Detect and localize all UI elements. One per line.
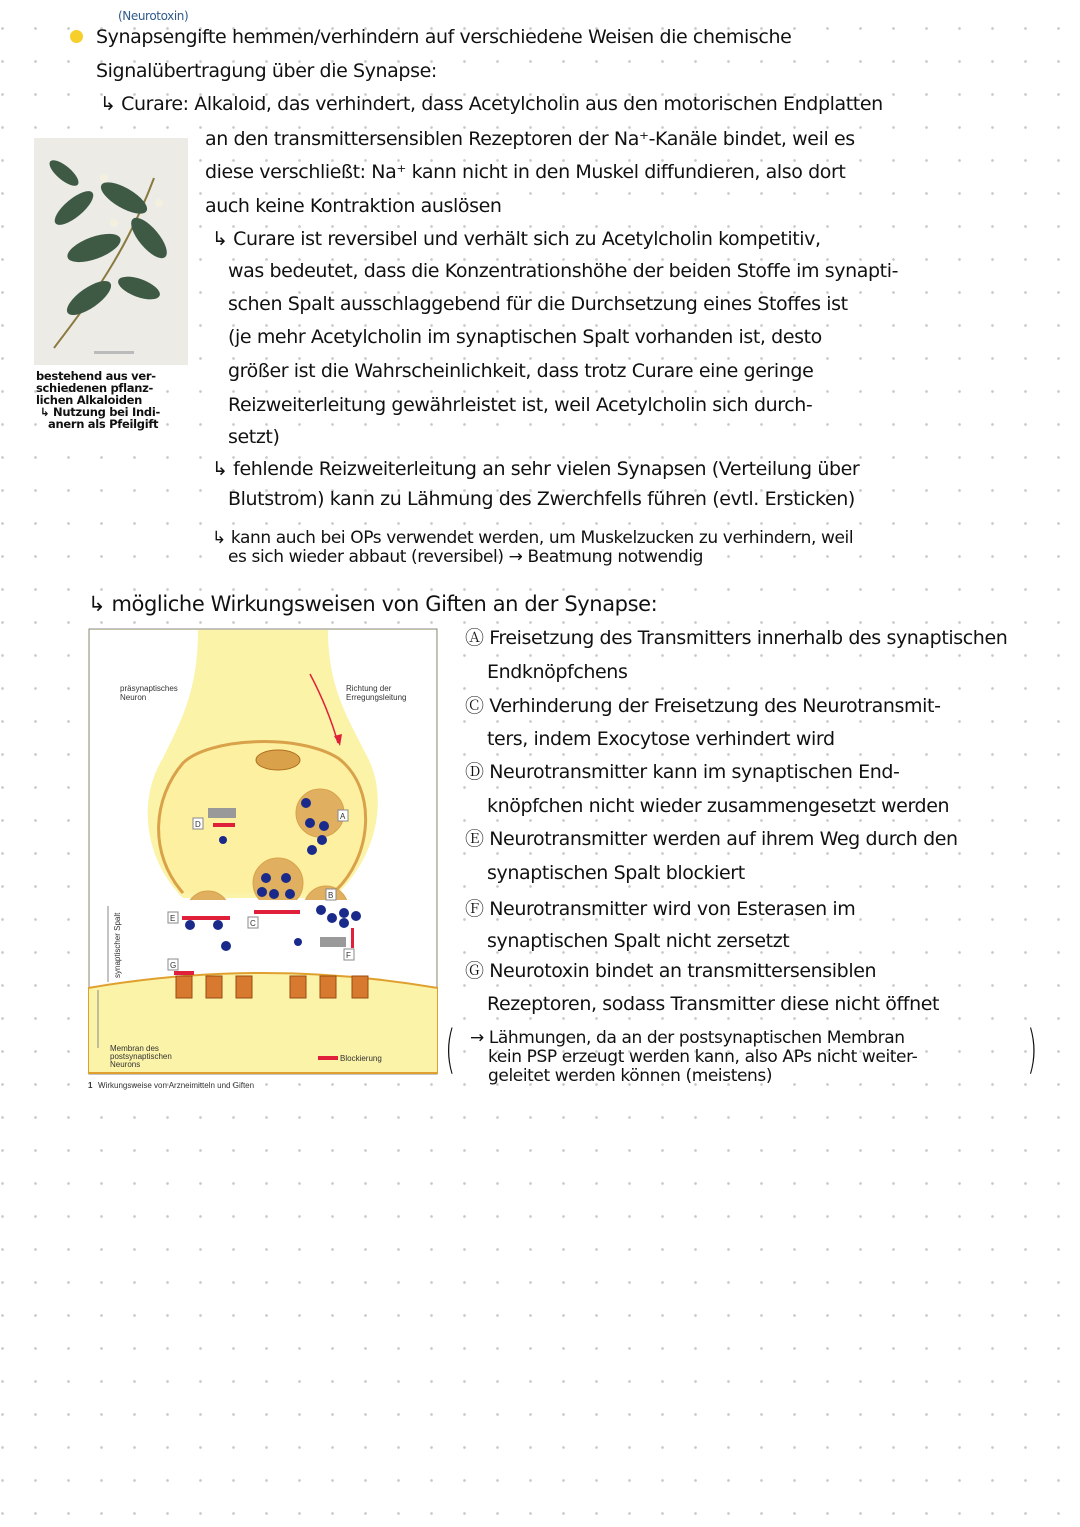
effect-line: synaptischen Spalt nicht zersetzt: [487, 930, 790, 952]
curare-sub-line: es sich wieder abbaut (reversibel) → Beatmung notwendig: [228, 547, 704, 567]
plant-caption-line: lichen Alkaloiden: [36, 393, 143, 407]
label-c: C: [250, 919, 256, 928]
cleft-label: synaptischer Spalt: [113, 912, 122, 978]
membrane-label: postsynaptischen: [110, 1052, 172, 1061]
effect-line: Rezeptoren, sodass Transmitter diese nicht öffnet: [487, 993, 940, 1015]
label-d: D: [195, 820, 201, 829]
curare-line: an den transmittersensiblen Rezeptoren der Na⁺-Kanäle bindet, weil es: [205, 128, 855, 150]
conclusion-line: kein PSP erzeugt werden kann, also APs nicht weiter-: [488, 1047, 918, 1067]
direction-label: Erregungsleitung: [346, 693, 407, 702]
figure-caption: Wirkungsweise von Arzneimitteln und Giften: [98, 1081, 255, 1090]
conclusion-line: geleitet werden können (meistens): [488, 1066, 773, 1086]
curare-sub-line: setzt): [228, 426, 280, 448]
membrane-label: Neurons: [110, 1060, 141, 1069]
effect-line: Ⓔ Neurotransmitter werden auf ihrem Weg durch den: [465, 828, 958, 850]
membrane-label: Membran des: [110, 1044, 159, 1053]
neurotoxin-note: (Neurotoxin): [118, 9, 189, 23]
label-e: E: [170, 914, 176, 923]
synapse-diagram: [88, 628, 438, 1093]
effect-line: knöpfchen nicht wieder zusammengesetzt werden: [487, 795, 950, 817]
close-paren: ): [1027, 1020, 1038, 1080]
curare-sub-line: Reizweiterleitung gewährleistet ist, weil Acetylcholin sich durch-: [228, 394, 813, 416]
curare-sub-line: (je mehr Acetylcholin im synaptischen Spalt vorhanden ist, desto: [228, 326, 822, 348]
section-title: ↳ mögliche Wirkungsweisen von Giften an der Synapse:: [88, 592, 658, 616]
effect-line: Ⓖ Neurotoxin bindet an transmittersensiblen: [465, 960, 877, 982]
open-paren: (: [445, 1020, 456, 1080]
bullet-icon: [70, 30, 83, 43]
presynaptic-label: Neuron: [120, 693, 147, 702]
plant-caption-line: anern als Pfeilgift: [48, 417, 159, 431]
curare-sub-line: größer ist die Wahrscheinlichkeit, dass trotz Curare eine geringe: [228, 360, 814, 382]
curare-sub-line: schen Spalt ausschlaggebend für die Durchsetzung eines Stoffes ist: [228, 293, 848, 315]
plant-caption-line: schiedenen pflanz-: [36, 381, 153, 395]
curare-sub-line: ↳ kann auch bei OPs verwendet werden, um Muskelzucken zu verhindern, weil: [212, 528, 854, 548]
direction-label: Richtung der: [346, 684, 392, 693]
intro-line: Signalübertragung über die Synapse:: [96, 60, 437, 82]
curare-sub-line: ↳ Curare ist reversibel und verhält sich zu Acetylcholin kompetitiv,: [212, 228, 821, 250]
label-b: B: [328, 891, 334, 900]
effect-line: Endknöpfchens: [487, 661, 628, 683]
effect-line: Ⓕ Neurotransmitter wird von Esterasen im: [465, 898, 856, 920]
effect-line: Ⓓ Neurotransmitter kann im synaptischen End-: [465, 761, 900, 783]
curare-line: ↳ Curare: Alkaloid, das verhindert, dass Acetylcholin aus den motorischen Endplatten: [100, 93, 883, 115]
curare-sub-line: was bedeutet, dass die Konzentrationshöhe der beiden Stoffe im synapti-: [228, 260, 899, 282]
presynaptic-label: präsynaptisches: [120, 684, 178, 693]
label-a: A: [340, 812, 346, 821]
figure-number: 1: [88, 1081, 93, 1090]
effect-line: Ⓒ Verhinderung der Freisetzung des Neurotransmit-: [465, 695, 941, 717]
label-g: G: [170, 961, 177, 970]
plant-caption-line: bestehend aus ver-: [36, 369, 156, 383]
curare-sub-line: Blutstrom) kann zu Lähmung des Zwerchfells führen (evtl. Ersticken): [228, 488, 855, 510]
legend-label: Blockierung: [340, 1054, 382, 1063]
curare-sub-line: ↳ fehlende Reizweiterleitung an sehr vielen Synapsen (Verteilung über: [212, 458, 860, 480]
intro-line: Synapsengifte hemmen/verhindern auf verschiedene Weisen die chemische: [96, 26, 792, 48]
effect-line: Ⓐ Freisetzung des Transmitters innerhalb des synaptischen: [465, 627, 1008, 649]
effect-line: synaptischen Spalt blockiert: [487, 862, 745, 884]
conclusion-line: → Lähmungen, da an der postsynaptischen Membran: [470, 1028, 905, 1048]
curare-line: diese verschließt: Na⁺ kann nicht in den Muskel diffundieren, also dort: [205, 161, 846, 183]
effect-line: ters, indem Exocytose verhindert wird: [487, 728, 835, 750]
label-f: F: [346, 951, 351, 960]
plant-caption-line: ↳ Nutzung bei Indi-: [40, 405, 160, 419]
curare-plant-image: [34, 138, 188, 365]
curare-line: auch keine Kontraktion auslösen: [205, 195, 502, 217]
